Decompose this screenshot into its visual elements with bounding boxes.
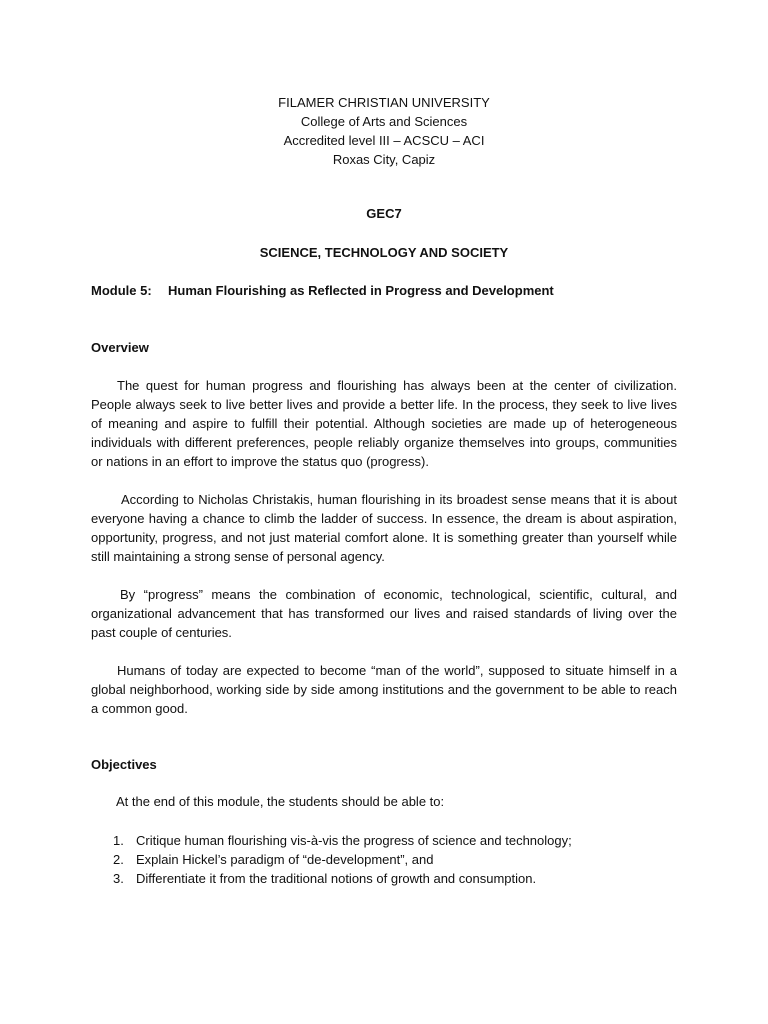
overview-paragraph: According to Nicholas Christakis, human flourishing in its broadest sense means that it is about everyone having a chance to climb the ladder of success. In essence, the dream is about aspiration, opportunity, progress, and not just material comfort alone. It is something greater than yourself while still maintaining a strong sense of personal agency. bbox=[91, 492, 677, 564]
module-label: Module 5: bbox=[91, 283, 152, 298]
module-line bbox=[91, 283, 554, 298]
list-item bbox=[91, 831, 572, 850]
location-line: Roxas City, Capiz bbox=[332, 152, 436, 167]
list-item-text: Differentiate it from the traditional notions of growth and consumption. bbox=[136, 871, 537, 886]
course-title: SCIENCE, TECHNOLOGY AND SOCIETY bbox=[259, 245, 509, 260]
university-name: FILAMER CHRISTIAN UNIVERSITY bbox=[278, 95, 490, 110]
list-item-number: 2. bbox=[113, 852, 124, 867]
objectives-heading: Objectives bbox=[91, 757, 157, 772]
list-item-text: Explain Hickel’s paradigm of “de-development”, and bbox=[136, 852, 434, 867]
objectives-list bbox=[91, 831, 572, 888]
accreditation-line: Accredited level III – ACSCU – ACI bbox=[283, 133, 485, 148]
list-item-text: Critique human flourishing vis-à-vis the progress of science and technology; bbox=[136, 833, 572, 848]
course-code: GEC7 bbox=[366, 206, 402, 221]
objectives-intro: At the end of this module, the students should be able to: bbox=[116, 794, 445, 809]
list-item bbox=[91, 869, 572, 888]
document-header bbox=[0, 93, 768, 169]
list-item-number: 1. bbox=[113, 833, 124, 848]
module-title: Human Flourishing as Reflected in Progress and Development bbox=[168, 283, 554, 298]
overview-paragraph: The quest for human progress and flourishing has always been at the center of civilization. People always seek to live better lives and provide a better life. In the process, they seek to live lives of meaning and aspire to fulfill their potential. Although societies are made up of heterogeneous individuals with different preferences, people reliably organize themselves into groups, communities or nations in an effort to improve the status quo (progress). bbox=[91, 378, 677, 469]
overview-paragraph: By “progress” means the combination of economic, technological, scientific, cultural, and organizational advancement that has transformed our lives and raised standards of living over the past couple of centuries. bbox=[91, 587, 677, 640]
list-item bbox=[91, 850, 572, 869]
list-item-number: 3. bbox=[113, 871, 124, 886]
college-name: College of Arts and Sciences bbox=[300, 114, 468, 129]
overview-heading: Overview bbox=[91, 340, 149, 355]
overview-paragraph: Humans of today are expected to become “man of the world”, supposed to situate himself in a global neighborhood, working side by side among institutions and the government to be able to reach a common good. bbox=[91, 663, 677, 716]
